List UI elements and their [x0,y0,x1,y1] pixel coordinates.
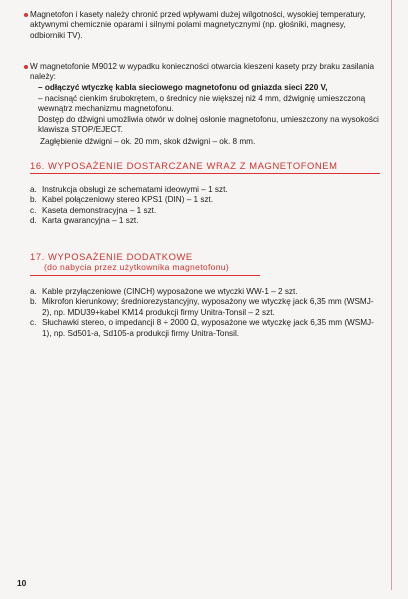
section-16-rule [30,173,380,174]
list-marker: a. [30,185,37,194]
note-access: Dostęp do dźwigni umożliwia otwór w dolnej osłonie magnetofonu, umieszczony na wysokości klawisza STOP/EJECT. [38,115,379,135]
note-depth: Zagłębienie dźwigni – ok. 20 mm, skok dźwigni – ok. 8 mm. [40,137,256,146]
list-item [30,297,380,318]
bullet-dot-icon [24,65,28,69]
list-item [30,318,380,339]
list-marker: b. [30,297,37,307]
list-item [30,206,380,216]
page-number: 10 [17,578,27,588]
bullet-item-cassette-opening [30,62,380,83]
list-text: Słuchawki stereo, o impedancji 8 ÷ 2000 Ω, wyposażone we wtyczkę jack 6,35 mm (WSMJ-1), np. Sd501-a, Sd105-a produkcji firmy Unitra-Tonsil. [42,318,374,338]
list-marker: c. [30,318,37,328]
step-press-lever: – nacisnąć cienkim śrubokrętem, o średnicy nie większej niż 4 mm, dźwignię umieszczoną wewnątrz mechanizmu magnetofonu. [38,94,366,114]
list-item [30,216,380,226]
list-text: Karta gwarancyjna – 1 szt. [42,216,139,226]
list-text: Kaseta demonstracyjna – 1 szt. [42,205,157,215]
list-marker: c. [30,205,37,215]
page-edge-line [391,0,392,590]
bullet-dot-icon [24,13,28,17]
list-text: Instrukcja obsługi ze schematami ideowymi – 1 szt. [42,185,228,194]
section-16-title: 16. WYPOSAŻENIE DOSTARCZANE WRAZ Z MAGNETOFONEM [30,160,338,171]
section-17-rule [30,275,260,276]
step-disconnect: – odłączyć wtyczkę kabla sieciowego magnetofonu od gniazda sieci 220 V, [38,83,328,92]
list-marker: d. [30,216,37,226]
list-text: Kabel połączeniowy stereo KPS1 (DIN) – 1 szt. [42,195,214,205]
bullet-text: W magnetofonie M9012 w wypadku konieczności otwarcia kieszeni kasety przy braku zasilania należy: [30,62,375,82]
list-item [30,185,380,195]
list-item [30,195,380,205]
section-17-title: 17. WYPOSAŻENIE DODATKOWE [30,251,193,262]
section-17-list [30,287,380,339]
bullet-text: Magnetofon i kasety należy chronić przed wpływami dużej wilgotności, wysokiej temperatury, aktywnymi chemicznie oparami i silnymi polami magnetycznymi (np. głośniki, magnesy, odbiorniki TV). [30,10,366,40]
section-16-list [30,185,380,227]
list-item [30,287,380,297]
section-17-subtitle: (do nabycia przez użytkownika magnetofonu) [44,262,230,272]
list-text: Kable przyłączeniowe (CINCH) wyposażone we wtyczki WW-1 – 2 szt. [42,287,298,296]
list-marker: b. [30,195,37,205]
list-text: Mikrofon kierunkowy; średniorezystancyjny, wyposażony we wtyczkę jack 6,35 mm (WSMJ-2), np. MDU39+kabel KM14 produkcji firmy Unitra-Tonsil – 2 szt. [42,297,374,317]
list-marker: a. [30,287,37,296]
bullet-item-protection [30,10,380,41]
